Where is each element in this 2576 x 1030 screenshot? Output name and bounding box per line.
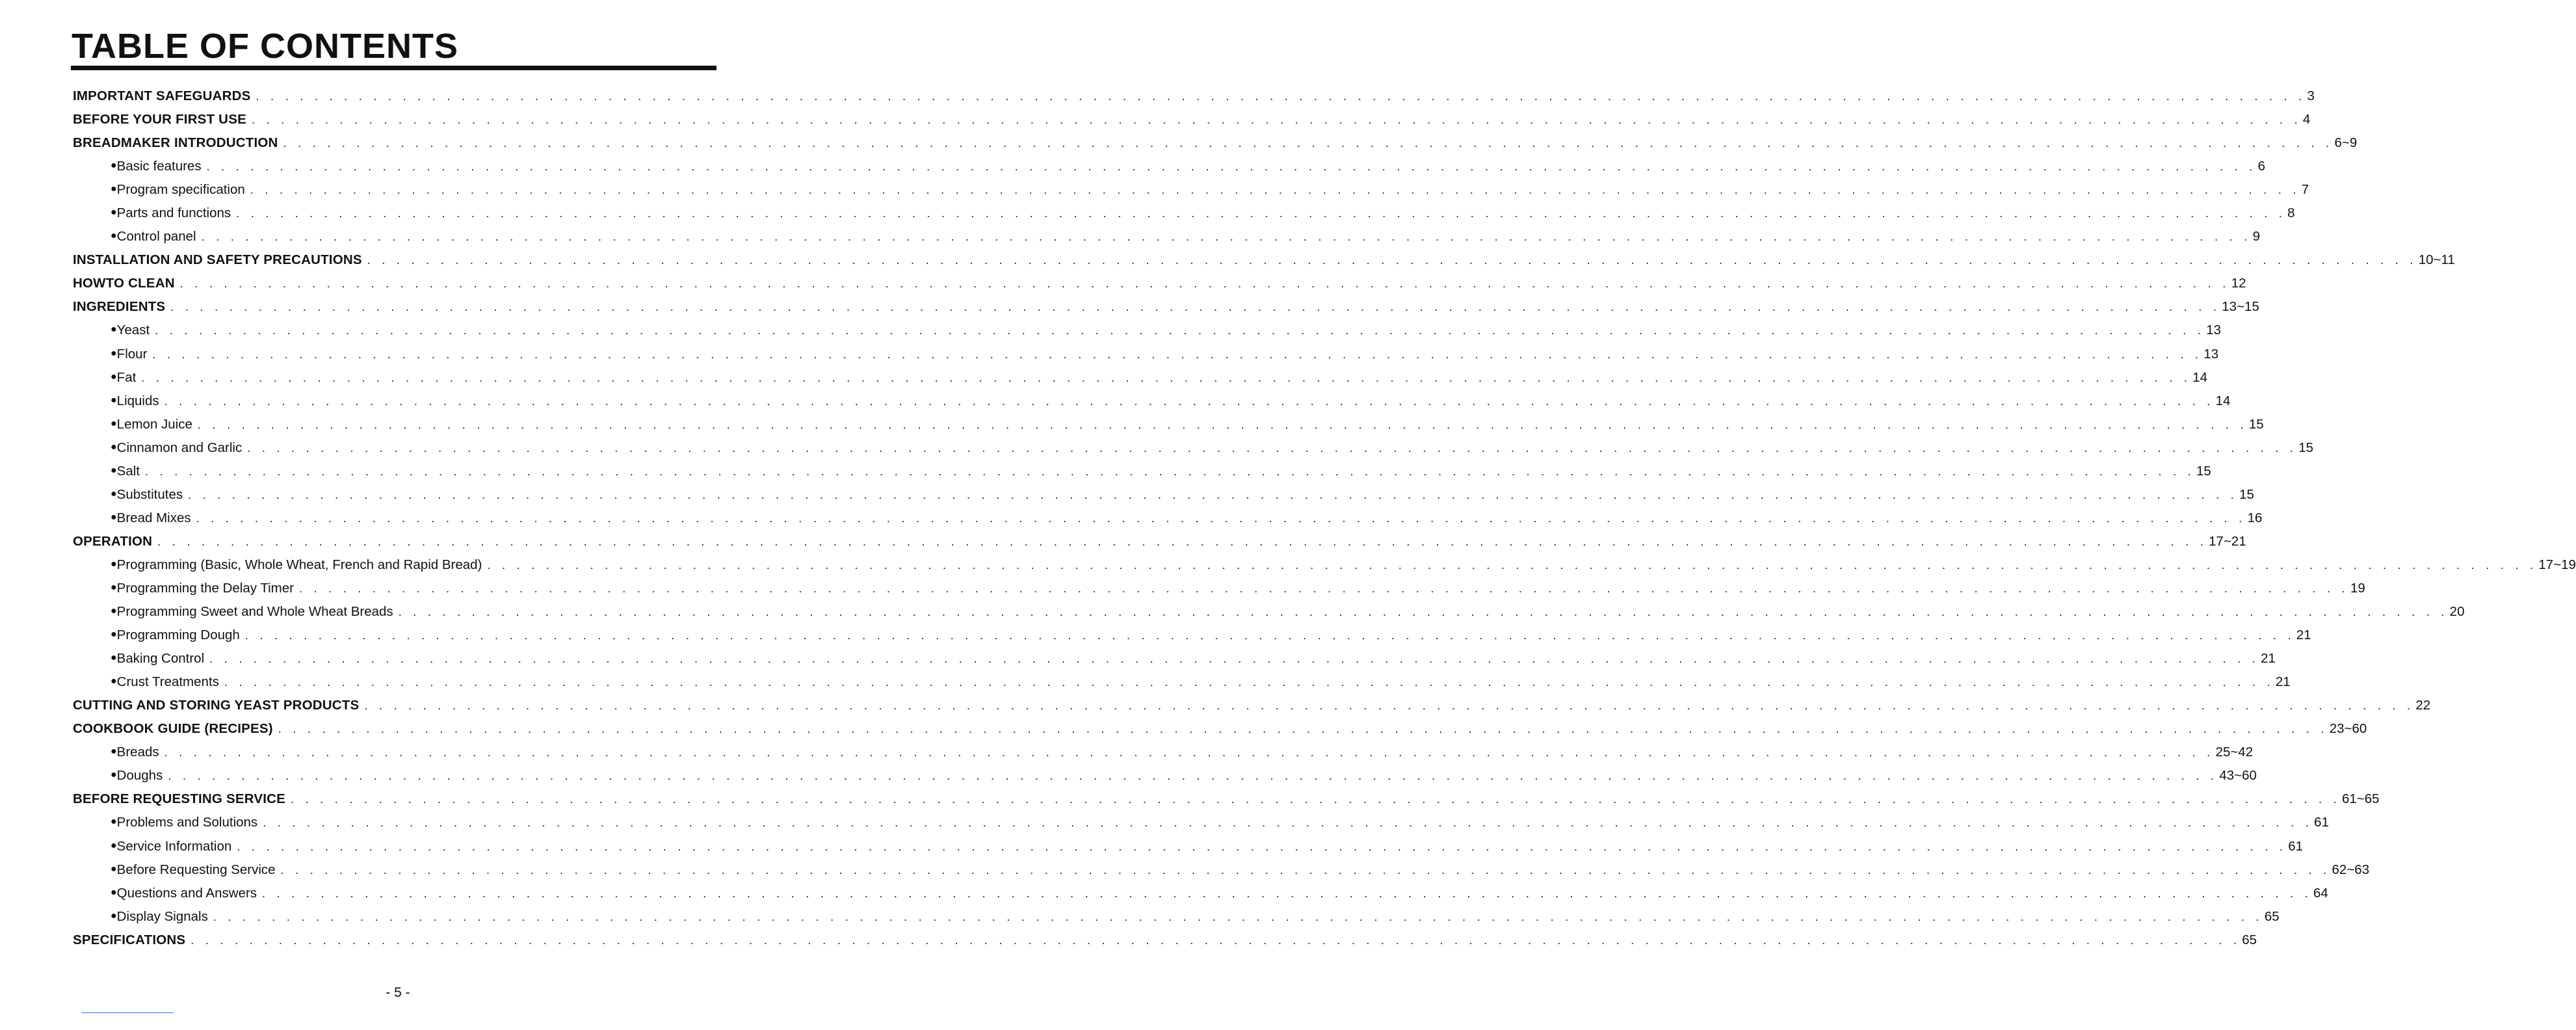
bullet-icon: ● [111,746,117,758]
dot-leader: . . . . . . . . . . . . . . . . . . . . . . . . . . . . . . . . . . . . . . . . . . . . . . . . . . . . . . . . . . . . . . . . . . . . . . . . . . . . . . . . . . . . . . . . . . . . . . . . . . . . . . . . . . . . . . . . . . . . . . . . . . . . . . . . . . . . . . . . . . . . [188,488,2239,501]
bullet-icon: ● [111,652,117,664]
toc-entry-label: IMPORTANT SAFEGUARDS [73,88,251,103]
toc-entry-label: Yeast [116,323,150,338]
dot-leader: . . . . . . . . . . . . . . . . . . . . . . . . . . . . . . . . . . . . . . . . . . . . . . . . . . . . . . . . . . . . . . . . . . . . . . . . . . . . . . . . . . . . . . . . . . . . . . . . . . . . . . . . . . . . . . . . . . . . . . . . . . . . . . . . . . . . . . . . . . . . [164,746,2215,759]
bullet-icon: ● [111,605,117,617]
dot-leader: . . . . . . . . . . . . . . . . . . . . . . . . . . . . . . . . . . . . . . . . . . . . . . . . . . . . . . . . . . . . . . . . . . . . . . . . . . . . . . . . . . . . . . . . . . . . . . . . . . . . . . . . . . . . . . . . . . . . . . . . . . . . . . . . . . . . . . . . . . . . [196,511,2246,525]
toc-entry-label: Bread Mixes [116,510,191,525]
toc-entry-label: Doughs [116,768,163,784]
toc-entry-page: 23~60 [2329,721,2367,737]
dot-leader: . . . . . . . . . . . . . . . . . . . . . . . . . . . . . . . . . . . . . . . . . . . . . . . . . . . . . . . . . . . . . . . . . . . . . . . . . . . . . . . . . . . . . . . . . . . . . . . . . . . . . . . . . . . . . . . . . . . . . . . . . . . . . . . . . . . . . . . . . . . . [250,183,2300,197]
bullet-icon: ● [111,183,117,195]
bullet-icon: ● [111,886,117,898]
toc-entry-label: Program specification [116,182,245,198]
bullet-icon: ● [111,863,117,875]
dot-leader: . . . . . . . . . . . . . . . . . . . . . . . . . . . . . . . . . . . . . . . . . . . . . . . . . . . . . . . . . . . . . . . . . . . . . . . . . . . . . . . . . . . . . . . . . . . . . . . . . . . . . . . . . . . . . . . . . . . . . . . . . . . . . . . . . . . . . . . . . . . . [280,863,2331,877]
dot-leader: . . . . . . . . . . . . . . . . . . . . . . . . . . . . . . . . . . . . . . . . . . . . . . . . . . . . . . . . . . . . . . . . . . . . . . . . . . . . . . . . . . . . . . . . . . . . . . . . . . . . . . . . . . . . . . . . . . . . . . . . . . . . . . . . . . . . . . . . . . . . [201,230,2252,244]
title-divider [71,66,716,70]
dot-leader: . . . . . . . . . . . . . . . . . . . . . . . . . . . . . . . . . . . . . . . . . . . . . . . . . . . . . . . . . . . . . . . . . . . . . . . . . . . . . . . . . . . . . . . . . . . . . . . . . . . . . . . . . . . . . . . . . . . . . . . . . . . . . . . . . . . . . . . . . . . . [487,558,2538,572]
toc-entry-page: 17~19 [2538,557,2576,572]
bullet-icon: ● [111,581,117,593]
toc-entry-page: 15 [2239,486,2254,502]
bullet-icon: ● [111,629,117,640]
toc-subsection-entry [73,319,2222,342]
toc-entry-page: 19 [2350,580,2365,596]
toc-entry-page: 15 [2248,416,2264,432]
dot-leader: . . . . . . . . . . . . . . . . . . . . . . . . . . . . . . . . . . . . . . . . . . . . . . . . . . . . . . . . . . . . . . . . . . . . . . . . . . . . . . . . . . . . . . . . . . . . . . . . . . . . . . . . . . . . . . . . . . . . . . . . . . . . . . . . . . . . . . . . . . . . [213,910,2263,923]
toc-subsection-entry [73,577,2365,600]
dot-leader: . . . . . . . . . . . . . . . . . . . . . . . . . . . . . . . . . . . . . . . . . . . . . . . . . . . . . . . . . . . . . . . . . . . . . . . . . . . . . . . . . . . . . . . . . . . . . . . . . . . . . . . . . . . . . . . . . . . . . . . . . . . . . . . . . . . . . . . . . . . . [251,113,2302,127]
dot-leader: . . . . . . . . . . . . . . . . . . . . . . . . . . . . . . . . . . . . . . . . . . . . . . . . . . . . . . . . . . . . . . . . . . . . . . . . . . . . . . . . . . . . . . . . . . . . . . . . . . . . . . . . . . . . . . . . . . . . . . . . . . . . . . . . . . . . . . . . . . . . [262,886,2313,900]
bullet-icon: ● [111,488,117,499]
dot-leader: . . . . . . . . . . . . . . . . . . . . . . . . . . . . . . . . . . . . . . . . . . . . . . . . . . . . . . . . . . . . . . . . . . . . . . . . . . . . . . . . . . . . . . . . . . . . . . . . . . . . . . . . . . . . . . . . . . . . . . . . . . . . . . . . . . . . . . . . . . . . [367,254,2417,267]
toc-entry-label: SPECIFICATIONS [73,932,186,947]
toc-entry-page: 15 [2298,440,2314,455]
toc-entry-label: Before Requesting Service [116,862,276,877]
toc-entry-label: Crust Treatments [116,674,219,690]
toc-entry-page: 21 [2296,627,2311,643]
toc-entry-page: 21 [2261,651,2276,667]
toc-entry-page: 61 [2314,815,2329,830]
bottom-divider [81,1012,174,1013]
toc-entry-page: 13 [2206,323,2222,338]
dot-leader: . . . . . . . . . . . . . . . . . . . . . . . . . . . . . . . . . . . . . . . . . . . . . . . . . . . . . . . . . . . . . . . . . . . . . . . . . . . . . . . . . . . . . . . . . . . . . . . . . . . . . . . . . . . . . . . . . . . . . . . . . . . . . . . . . . . . . . . . . . . . [244,629,2295,642]
bullet-icon: ● [111,347,117,359]
toc-section-entry [73,85,2315,108]
dot-leader: . . . . . . . . . . . . . . . . . . . . . . . . . . . . . . . . . . . . . . . . . . . . . . . . . . . . . . . . . . . . . . . . . . . . . . . . . . . . . . . . . . . . . . . . . . . . . . . . . . . . . . . . . . . . . . . . . . . . . . . . . . . . . . . . . . . . . . . . . . . . [152,347,2203,361]
toc-entry-page: 3 [2307,88,2315,103]
toc-section-entry [73,717,2367,741]
toc-entry-label: INSTALLATION AND SAFETY PRECAUTIONS [73,252,362,268]
toc-entry-page: 6 [2257,159,2265,174]
bullet-icon: ● [111,207,117,218]
toc-entry-page: 65 [2242,932,2257,947]
toc-subsection-entry [73,647,2276,670]
toc-subsection-entry [73,670,2291,694]
dot-leader: . . . . . . . . . . . . . . . . . . . . . . . . . . . . . . . . . . . . . . . . . . . . . . . . . . . . . . . . . . . . . . . . . . . . . . . . . . . . . . . . . . . . . . . . . . . . . . . . . . . . . . . . . . . . . . . . . . . . . . . . . . . . . . . . . . . . . . . . . . . . [236,207,2287,220]
toc-entry-page: 13 [2203,346,2219,362]
toc-subsection-entry [73,178,2309,202]
bullet-icon: ● [111,816,117,828]
toc-entry-page: 21 [2275,674,2291,690]
bullet-icon: ● [111,394,117,406]
bullet-icon: ● [111,160,117,172]
toc-entry-label: Fat [116,369,137,385]
bullet-icon: ● [111,558,117,570]
toc-subsection-entry [73,225,2261,248]
toc-entry-page: 13~15 [2222,299,2259,315]
toc-entry-page: 25~42 [2215,745,2254,760]
toc-entry-label: BEFORE REQUESTING SERVICE [73,791,285,807]
toc-section-entry [73,295,2259,319]
toc-entry-label: Lemon Juice [116,416,192,432]
toc-subsection-entry [73,764,2257,787]
bullet-icon: ● [111,676,117,687]
toc-entry-page: 43~60 [2219,768,2257,784]
bullet-icon: ● [111,417,117,429]
toc-entry-label: Programming Dough [116,627,240,643]
footer-page-number: - 5 - [386,985,410,1000]
toc-entry-page: 8 [2287,205,2295,221]
toc-entry-page: 10~11 [2418,252,2455,268]
toc-subsection-entry [73,507,2263,530]
toc-entry-page: 17~21 [2209,533,2246,549]
toc-entry-label: Flour [116,346,148,362]
toc-subsection-entry [73,624,2311,647]
toc-entry-page: 14 [2192,369,2208,385]
toc-entry-label: Questions and Answers [116,885,257,901]
dot-leader: . . . . . . . . . . . . . . . . . . . . . . . . . . . . . . . . . . . . . . . . . . . . . . . . . . . . . . . . . . . . . . . . . . . . . . . . . . . . . . . . . . . . . . . . . . . . . . . . . . . . . . . . . . . . . . . . . . . . . . . . . . . . . . . . . . . . . . . . . . . . [398,605,2449,619]
dot-leader: . . . . . . . . . . . . . . . . . . . . . . . . . . . . . . . . . . . . . . . . . . . . . . . . . . . . . . . . . . . . . . . . . . . . . . . . . . . . . . . . . . . . . . . . . . . . . . . . . . . . . . . . . . . . . . . . . . . . . . . . . . . . . . . . . . . . . . . . . . . . [141,371,2192,384]
toc-entry-label: Basic features [116,159,202,174]
toc-entry-page: 16 [2247,510,2263,525]
bullet-icon: ● [111,464,117,476]
dot-leader: . . . . . . . . . . . . . . . . . . . . . . . . . . . . . . . . . . . . . . . . . . . . . . . . . . . . . . . . . . . . . . . . . . . . . . . . . . . . . . . . . . . . . . . . . . . . . . . . . . . . . . . . . . . . . . . . . . . . . . . . . . . . . . . . . . . . . . . . . . . . [209,652,2260,666]
toc-subsection-entry [73,553,2576,577]
dot-leader: . . . . . . . . . . . . . . . . . . . . . . . . . . . . . . . . . . . . . . . . . . . . . . . . . . . . . . . . . . . . . . . . . . . . . . . . . . . . . . . . . . . . . . . . . . . . . . . . . . . . . . . . . . . . . . . . . . . . . . . . . . . . . . . . . . . . . . . . . . . . [206,160,2257,174]
dot-leader: . . . . . . . . . . . . . . . . . . . . . . . . . . . . . . . . . . . . . . . . . . . . . . . . . . . . . . . . . . . . . . . . . . . . . . . . . . . . . . . . . . . . . . . . . . . . . . . . . . . . . . . . . . . . . . . . . . . . . . . . . . . . . . . . . . . . . . . . . . . . [157,535,2208,548]
toc-entry-label: Programming Sweet and Whole Wheat Breads [116,604,393,620]
toc-entry-page: 20 [2449,604,2465,620]
toc-entry-label: Baking Control [116,651,205,667]
bullet-icon: ● [111,324,117,336]
toc-subsection-entry [73,905,2280,929]
bullet-icon: ● [111,839,117,851]
toc-entry-label: Cinnamon and Garlic [116,440,243,455]
dot-leader: . . . . . . . . . . . . . . . . . . . . . . . . . . . . . . . . . . . . . . . . . . . . . . . . . . . . . . . . . . . . . . . . . . . . . . . . . . . . . . . . . . . . . . . . . . . . . . . . . . . . . . . . . . . . . . . . . . . . . . . . . . . . . . . . . . . . . . . . . . . . [237,839,2287,853]
toc-entry-page: 62~63 [2332,862,2370,877]
dot-leader: . . . . . . . . . . . . . . . . . . . . . . . . . . . . . . . . . . . . . . . . . . . . . . . . . . . . . . . . . . . . . . . . . . . . . . . . . . . . . . . . . . . . . . . . . . . . . . . . . . . . . . . . . . . . . . . . . . . . . . . . . . . . . . . . . . . . . . . . . . . . [168,769,2218,783]
dot-leader: . . . . . . . . . . . . . . . . . . . . . . . . . . . . . . . . . . . . . . . . . . . . . . . . . . . . . . . . . . . . . . . . . . . . . . . . . . . . . . . . . . . . . . . . . . . . . . . . . . . . . . . . . . . . . . . . . . . . . . . . . . . . . . . . . . . . . . . . . . . . [191,933,2241,947]
toc-entry-label: Problems and Solutions [116,815,258,830]
toc-subsection-entry [73,436,2314,460]
toc-entry-label: Programming (Basic, Whole Wheat, French and Rapid Bread) [116,557,482,572]
toc-entry-label: Salt [116,463,140,479]
toc-entry-label: BREADMAKER INTRODUCTION [73,135,278,151]
toc-entry-page: 14 [2215,393,2231,408]
dot-leader: . . . . . . . . . . . . . . . . . . . . . . . . . . . . . . . . . . . . . . . . . . . . . . . . . . . . . . . . . . . . . . . . . . . . . . . . . . . . . . . . . . . . . . . . . . . . . . . . . . . . . . . . . . . . . . . . . . . . . . . . . . . . . . . . . . . . . . . . . . . . [263,816,2313,830]
toc-entry-page: 15 [2196,463,2211,479]
toc-entry-page: 65 [2264,908,2280,924]
dot-leader: . . . . . . . . . . . . . . . . . . . . . . . . . . . . . . . . . . . . . . . . . . . . . . . . . . . . . . . . . . . . . . . . . . . . . . . . . . . . . . . . . . . . . . . . . . . . . . . . . . . . . . . . . . . . . . . . . . . . . . . . . . . . . . . . . . . . . . . . . . . . [164,394,2215,408]
bullet-icon: ● [111,230,117,242]
dot-leader: . . . . . . . . . . . . . . . . . . . . . . . . . . . . . . . . . . . . . . . . . . . . . . . . . . . . . . . . . . . . . . . . . . . . . . . . . . . . . . . . . . . . . . . . . . . . . . . . . . . . . . . . . . . . . . . . . . . . . . . . . . . . . . . . . . . . . . . . . . . . [256,90,2306,103]
bullet-icon: ● [111,441,117,453]
toc-subsection-entry [73,413,2264,436]
toc-entry-label: OPERATION [73,533,153,549]
toc-entry-page: 61~65 [2341,791,2380,807]
table-of-contents [73,85,2576,952]
toc-subsection-entry [73,483,2254,507]
toc-entry-page: 61 [2288,838,2304,854]
toc-entry-label: Programming the Delay Timer [116,580,294,596]
toc-section-entry [73,248,2455,272]
dot-leader: . . . . . . . . . . . . . . . . . . . . . . . . . . . . . . . . . . . . . . . . . . . . . . . . . . . . . . . . . . . . . . . . . . . . . . . . . . . . . . . . . . . . . . . . . . . . . . . . . . . . . . . . . . . . . . . . . . . . . . . . . . . . . . . . . . . . . . . . . . . . [170,300,2221,314]
toc-subsection-entry [73,390,2231,413]
toc-subsection-entry [73,202,2295,225]
toc-entry-page: 4 [2302,112,2311,127]
toc-entry-label: Liquids [116,393,159,408]
dot-leader: . . . . . . . . . . . . . . . . . . . . . . . . . . . . . . . . . . . . . . . . . . . . . . . . . . . . . . . . . . . . . . . . . . . . . . . . . . . . . . . . . . . . . . . . . . . . . . . . . . . . . . . . . . . . . . . . . . . . . . . . . . . . . . . . . . . . . . . . . . . . [155,324,2205,337]
toc-subsection-entry [73,858,2370,882]
toc-entry-label: Breads [116,745,159,760]
toc-subsection-entry [73,741,2254,764]
toc-section-entry [73,131,2358,155]
dot-leader: . . . . . . . . . . . . . . . . . . . . . . . . . . . . . . . . . . . . . . . . . . . . . . . . . . . . . . . . . . . . . . . . . . . . . . . . . . . . . . . . . . . . . . . . . . . . . . . . . . . . . . . . . . . . . . . . . . . . . . . . . . . . . . . . . . . . . . . . . . . . [224,676,2274,689]
toc-entry-label: Substitutes [116,486,183,502]
bullet-icon: ● [111,371,117,382]
toc-section-entry [73,272,2246,295]
toc-subsection-entry [73,343,2219,366]
dot-leader: . . . . . . . . . . . . . . . . . . . . . . . . . . . . . . . . . . . . . . . . . . . . . . . . . . . . . . . . . . . . . . . . . . . . . . . . . . . . . . . . . . . . . . . . . . . . . . . . . . . . . . . . . . . . . . . . . . . . . . . . . . . . . . . . . . . . . . . . . . . . [298,581,2349,595]
dot-leader: . . . . . . . . . . . . . . . . . . . . . . . . . . . . . . . . . . . . . . . . . . . . . . . . . . . . . . . . . . . . . . . . . . . . . . . . . . . . . . . . . . . . . . . . . . . . . . . . . . . . . . . . . . . . . . . . . . . . . . . . . . . . . . . . . . . . . . . . . . . . [278,722,2328,736]
page-title: TABLE OF CONTENTS [72,27,458,66]
toc-section-entry [73,929,2257,952]
toc-entry-label: BEFORE YOUR FIRST USE [73,112,246,127]
toc-subsection-entry [73,460,2211,483]
toc-subsection-entry [73,882,2328,905]
dot-leader: . . . . . . . . . . . . . . . . . . . . . . . . . . . . . . . . . . . . . . . . . . . . . . . . . . . . . . . . . . . . . . . . . . . . . . . . . . . . . . . . . . . . . . . . . . . . . . . . . . . . . . . . . . . . . . . . . . . . . . . . . . . . . . . . . . . . . . . . . . . . [364,699,2415,713]
dot-leader: . . . . . . . . . . . . . . . . . . . . . . . . . . . . . . . . . . . . . . . . . . . . . . . . . . . . . . . . . . . . . . . . . . . . . . . . . . . . . . . . . . . . . . . . . . . . . . . . . . . . . . . . . . . . . . . . . . . . . . . . . . . . . . . . . . . . . . . . . . . . [179,277,2230,291]
bullet-icon: ● [111,769,117,781]
toc-entry-page: 9 [2252,229,2261,244]
toc-section-entry [73,530,2246,553]
toc-entry-label: Parts and functions [116,205,231,221]
toc-subsection-entry [73,811,2329,834]
toc-entry-label: HOWTO CLEAN [73,276,175,291]
toc-entry-label: Control panel [116,229,196,244]
toc-entry-page: 6~9 [2334,135,2358,151]
toc-subsection-entry [73,835,2304,858]
toc-entry-label: COOKBOOK GUIDE (RECIPES) [73,721,273,737]
dot-leader: . . . . . . . . . . . . . . . . . . . . . . . . . . . . . . . . . . . . . . . . . . . . . . . . . . . . . . . . . . . . . . . . . . . . . . . . . . . . . . . . . . . . . . . . . . . . . . . . . . . . . . . . . . . . . . . . . . . . . . . . . . . . . . . . . . . . . . . . . . . . [290,793,2341,806]
dot-leader: . . . . . . . . . . . . . . . . . . . . . . . . . . . . . . . . . . . . . . . . . . . . . . . . . . . . . . . . . . . . . . . . . . . . . . . . . . . . . . . . . . . . . . . . . . . . . . . . . . . . . . . . . . . . . . . . . . . . . . . . . . . . . . . . . . . . . . . . . . . . [145,464,2195,478]
toc-subsection-entry [73,600,2465,624]
toc-entry-page: 12 [2231,276,2246,291]
toc-subsection-entry [73,366,2208,390]
toc-entry-label: INGREDIENTS [73,299,166,315]
toc-entry-label: Display Signals [116,908,208,924]
dot-leader: . . . . . . . . . . . . . . . . . . . . . . . . . . . . . . . . . . . . . . . . . . . . . . . . . . . . . . . . . . . . . . . . . . . . . . . . . . . . . . . . . . . . . . . . . . . . . . . . . . . . . . . . . . . . . . . . . . . . . . . . . . . . . . . . . . . . . . . . . . . . [197,417,2248,431]
toc-entry-page: 7 [2301,182,2309,198]
toc-section-entry [73,787,2380,811]
bullet-icon: ● [111,910,117,921]
toc-entry-label: Service Information [116,838,232,854]
toc-entry-page: 64 [2313,885,2328,901]
dot-leader: . . . . . . . . . . . . . . . . . . . . . . . . . . . . . . . . . . . . . . . . . . . . . . . . . . . . . . . . . . . . . . . . . . . . . . . . . . . . . . . . . . . . . . . . . . . . . . . . . . . . . . . . . . . . . . . . . . . . . . . . . . . . . . . . . . . . . . . . . . . . [247,441,2298,455]
toc-section-entry [73,108,2311,131]
toc-entry-label: CUTTING AND STORING YEAST PRODUCTS [73,698,360,713]
toc-subsection-entry [73,155,2265,178]
toc-entry-page: 22 [2415,698,2431,713]
dot-leader: . . . . . . . . . . . . . . . . . . . . . . . . . . . . . . . . . . . . . . . . . . . . . . . . . . . . . . . . . . . . . . . . . . . . . . . . . . . . . . . . . . . . . . . . . . . . . . . . . . . . . . . . . . . . . . . . . . . . . . . . . . . . . . . . . . . . . . . . . . . . [283,137,2333,150]
bullet-icon: ● [111,511,117,523]
toc-section-entry [73,694,2431,717]
